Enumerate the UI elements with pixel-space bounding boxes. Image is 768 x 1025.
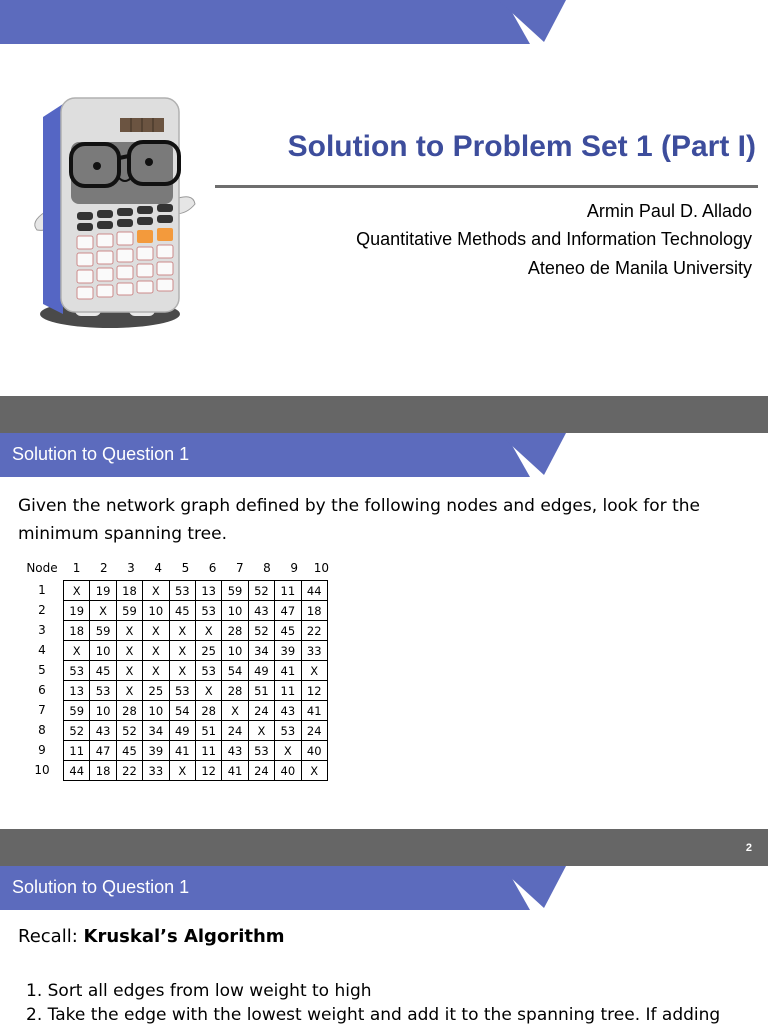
table-cell: 11	[195, 741, 221, 761]
table-cell: 40	[301, 741, 327, 761]
table-cell: 12	[195, 761, 221, 781]
table-cell: 59	[64, 701, 90, 721]
table-cell: X	[195, 681, 221, 701]
table-cell: X	[64, 581, 90, 601]
table-cell: 28	[222, 621, 248, 641]
table-cell: 10	[222, 601, 248, 621]
table-cell: 25	[143, 681, 169, 701]
table-cell: X	[90, 601, 116, 621]
table-row-label: 5	[38, 663, 46, 677]
table-cell: 41	[275, 661, 301, 681]
table-row	[64, 601, 328, 621]
table-row-label: 7	[38, 703, 46, 717]
table-cell: X	[116, 681, 142, 701]
slide-separator	[0, 829, 768, 866]
table-cell: 10	[143, 701, 169, 721]
table-row-label: 1	[38, 583, 46, 597]
table-cell: 44	[301, 581, 327, 601]
table-column-header: 9	[290, 561, 298, 575]
table-cell: 25	[195, 641, 221, 661]
kruskal-banner-title: Solution to Question 1	[12, 877, 190, 897]
table-column-header: 2	[99, 561, 108, 575]
table-cell: 39	[275, 641, 301, 661]
page-number: 2	[745, 842, 752, 854]
table-cell: X	[248, 721, 274, 741]
recall-heading	[18, 926, 285, 947]
table-cell: 52	[248, 581, 274, 601]
table-cell: 13	[64, 681, 90, 701]
table-cell: 11	[275, 581, 301, 601]
distance-table	[63, 580, 328, 781]
recall-algorithm-name: Kruskal’s Algorithm	[83, 926, 285, 947]
table-cell: X	[116, 621, 142, 641]
table-column-header: 3	[127, 561, 135, 575]
table-row-label: 10	[34, 763, 50, 777]
table-cell: 39	[143, 741, 169, 761]
table-column-header: 6	[208, 561, 217, 575]
table-column-header: 5	[181, 561, 190, 575]
question-intro: Given the network graph defined by the following nodes and edges, look for the minimum spanning tree.	[18, 496, 700, 544]
table-row	[64, 661, 328, 681]
table-cell: 22	[116, 761, 142, 781]
author-name: Armin Paul D. Allado	[586, 201, 752, 221]
question-slide-banner	[0, 433, 768, 477]
table-cell: X	[116, 641, 142, 661]
table-cell: X	[169, 661, 195, 681]
recall-prefix: Recall:	[18, 926, 84, 947]
table-row	[64, 621, 328, 641]
table-cell: 24	[248, 761, 274, 781]
slide-separator	[0, 396, 768, 433]
table-cell: 54	[222, 661, 248, 681]
table-cell: 22	[301, 621, 327, 641]
table-cell: 10	[90, 701, 116, 721]
table-cell: X	[195, 621, 221, 641]
title-slide-banner	[0, 0, 768, 44]
table-cell: 53	[64, 661, 90, 681]
table-row-label: 4	[38, 643, 46, 657]
table-cell: 53	[169, 581, 195, 601]
table-cell: 18	[64, 621, 90, 641]
table-cell: X	[143, 621, 169, 641]
table-cell: 49	[248, 661, 274, 681]
table-cell: 40	[275, 761, 301, 781]
calculator-mascot-icon	[25, 92, 200, 337]
table-cell: 19	[90, 581, 116, 601]
table-row	[64, 681, 328, 701]
question-banner-title: Solution to Question 1	[12, 444, 190, 464]
table-cell: 53	[169, 681, 195, 701]
university-name: Ateneo de Manila University	[527, 258, 752, 278]
step-2: 2. Take the edge with the lowest weight and add it to the spanning tree. If adding	[26, 1005, 721, 1025]
table-cell: 13	[195, 581, 221, 601]
table-cell: 18	[301, 601, 327, 621]
table-cell: 44	[64, 761, 90, 781]
table-column-header: 7	[235, 561, 244, 575]
table-cell: 34	[248, 641, 274, 661]
table-cell: 45	[116, 741, 142, 761]
department-name: Quantitative Methods and Information Technology	[356, 229, 752, 249]
table-cell: X	[301, 661, 327, 681]
table-row	[64, 581, 328, 601]
table-row-label: 8	[38, 723, 46, 737]
table-cell: 24	[222, 721, 248, 741]
table-cell: X	[169, 761, 195, 781]
table-cell: X	[64, 641, 90, 661]
table-cell: 53	[248, 741, 274, 761]
table-cell: 18	[116, 581, 142, 601]
table-cell: 59	[90, 621, 116, 641]
table-cell: 53	[275, 721, 301, 741]
table-cell: 24	[301, 721, 327, 741]
table-cell: 28	[195, 701, 221, 721]
kruskal-slide-banner	[0, 866, 768, 910]
table-cell: 51	[248, 681, 274, 701]
table-cell: X	[169, 641, 195, 661]
table-row	[64, 641, 328, 661]
table-cell: 34	[143, 721, 169, 741]
table-row-label: 3	[38, 623, 46, 637]
table-cell: 45	[169, 601, 195, 621]
table-cell: X	[116, 661, 142, 681]
table-cell: 43	[275, 701, 301, 721]
table-column-header: 4	[154, 561, 162, 575]
table-row	[64, 761, 328, 781]
table-cell: 53	[195, 601, 221, 621]
table-cell: 43	[90, 721, 116, 741]
table-column-header: 8	[263, 561, 271, 575]
table-cell: 28	[222, 681, 248, 701]
table-cell: X	[222, 701, 248, 721]
table-row	[64, 701, 328, 721]
table-cell: 18	[90, 761, 116, 781]
table-cell: 24	[248, 701, 274, 721]
table-cell: 52	[116, 721, 142, 741]
table-cell: 41	[301, 701, 327, 721]
table-cell: 47	[90, 741, 116, 761]
table-cell: X	[275, 741, 301, 761]
table-cell: 28	[116, 701, 142, 721]
table-cell: 41	[169, 741, 195, 761]
table-row-label: 2	[38, 603, 46, 617]
table-cell: 33	[301, 641, 327, 661]
table-cell: 52	[248, 621, 274, 641]
table-cell: 45	[275, 621, 301, 641]
table-cell: 52	[64, 721, 90, 741]
table-cell: 43	[248, 601, 274, 621]
table-cell: X	[143, 641, 169, 661]
table-cell: X	[169, 621, 195, 641]
table-cell: 41	[222, 761, 248, 781]
table-row-label: 9	[38, 743, 46, 757]
table-cell: 10	[222, 641, 248, 661]
table-cell: 12	[301, 681, 327, 701]
slide-title: Solution to Problem Set 1 (Part I)	[287, 130, 756, 163]
title-divider	[215, 185, 758, 188]
table-column-header: 10	[313, 561, 330, 575]
table-row	[64, 721, 328, 741]
step-1: 1. Sort all edges from low weight to high	[26, 981, 372, 1001]
table-cell: X	[301, 761, 327, 781]
table-corner-label: Node	[26, 561, 58, 575]
table-cell: 11	[275, 681, 301, 701]
table-cell: 10	[90, 641, 116, 661]
table-row-label: 6	[38, 683, 46, 697]
table-cell: 51	[195, 721, 221, 741]
table-cell: 53	[90, 681, 116, 701]
table-cell: 53	[195, 661, 221, 681]
table-cell: X	[143, 661, 169, 681]
table-row	[64, 741, 328, 761]
table-cell: 19	[64, 601, 90, 621]
table-cell: 45	[90, 661, 116, 681]
table-cell: 33	[143, 761, 169, 781]
table-cell: 59	[116, 601, 142, 621]
table-cell: X	[143, 581, 169, 601]
table-cell: 47	[275, 601, 301, 621]
table-cell: 54	[169, 701, 195, 721]
table-cell: 43	[222, 741, 248, 761]
table-column-header: 1	[72, 561, 81, 575]
table-cell: 49	[169, 721, 195, 741]
table-cell: 10	[143, 601, 169, 621]
table-cell: 59	[222, 581, 248, 601]
table-cell: 11	[64, 741, 90, 761]
